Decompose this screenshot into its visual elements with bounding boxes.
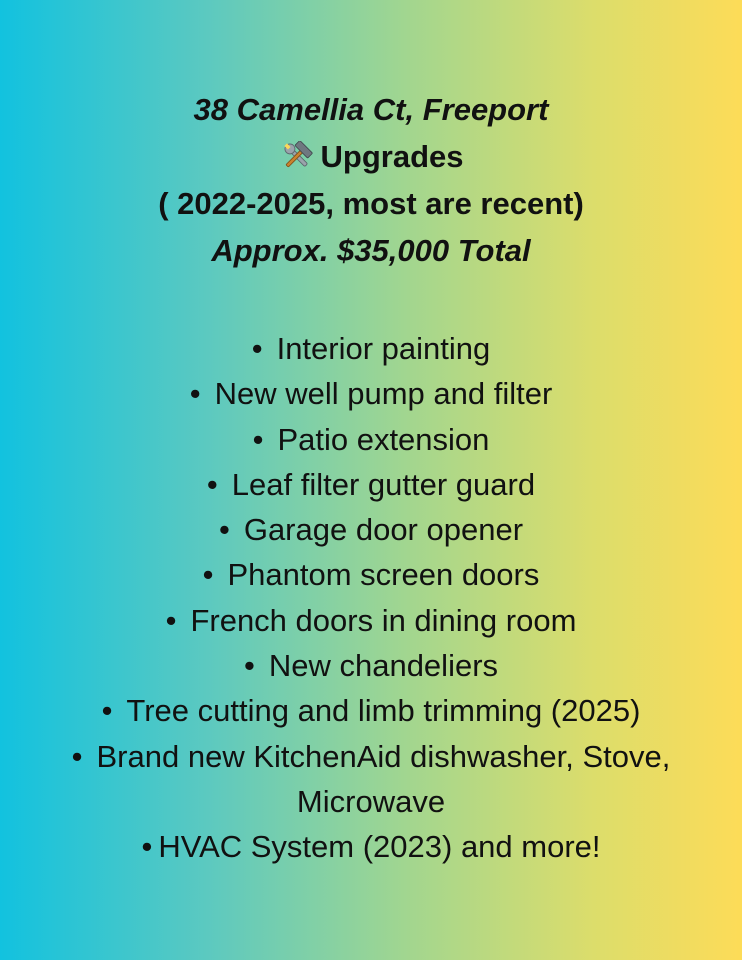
bullet-mark: • <box>71 738 83 774</box>
list-item <box>0 326 742 371</box>
upgrade-item-text: New well pump and filter <box>214 376 553 412</box>
upgrade-item-text: New chandeliers <box>268 648 499 684</box>
list-item <box>0 734 742 825</box>
upgrade-item-text: HVAC System (2023) and more! <box>158 829 601 865</box>
list-item <box>0 824 742 869</box>
upgrade-item-text: French doors in dining room <box>190 602 577 638</box>
upgrade-item-text: Interior painting <box>276 331 491 366</box>
list-item <box>0 371 742 416</box>
bullet-mark: • <box>141 829 153 865</box>
bullet-mark: • <box>252 421 264 457</box>
upgrades-label: Upgrades <box>320 139 464 174</box>
hammer-and-wrench-icon <box>279 141 315 171</box>
bullet-mark: • <box>218 512 230 548</box>
upgrade-total: Approx. $35,000 Total <box>211 233 531 268</box>
list-item <box>0 462 742 507</box>
upgrade-item-text: Garage door opener <box>243 512 524 548</box>
bullet-mark: • <box>202 557 214 593</box>
list-item <box>0 643 742 688</box>
list-item <box>0 417 742 462</box>
list-item <box>0 598 742 643</box>
bullet-mark: • <box>251 331 263 366</box>
list-item <box>0 552 742 597</box>
property-address: 38 Camellia Ct, Freeport <box>193 92 549 127</box>
upgrade-years: ( 2022-2025, most are recent) <box>158 186 584 221</box>
upgrade-item-text: Tree cutting and limb trimming (2025) <box>126 693 641 729</box>
upgrades-heading <box>0 133 742 180</box>
upgrade-item-text: Phantom screen doors <box>227 557 540 593</box>
list-item <box>0 507 742 552</box>
bullet-mark: • <box>165 602 177 638</box>
upgrades-list <box>0 326 742 870</box>
upgrade-item-text: Brand new KitchenAid dishwasher, Stove, Microwave <box>96 738 671 819</box>
bullet-mark: • <box>189 376 201 412</box>
flyer-header <box>0 86 742 274</box>
bullet-mark: • <box>206 466 218 502</box>
upgrade-item-text: Leaf filter gutter guard <box>231 466 536 502</box>
bullet-mark: • <box>101 693 113 729</box>
list-item <box>0 688 742 733</box>
upgrade-item-text: Patio extension <box>277 421 490 457</box>
bullet-mark: • <box>243 648 255 684</box>
